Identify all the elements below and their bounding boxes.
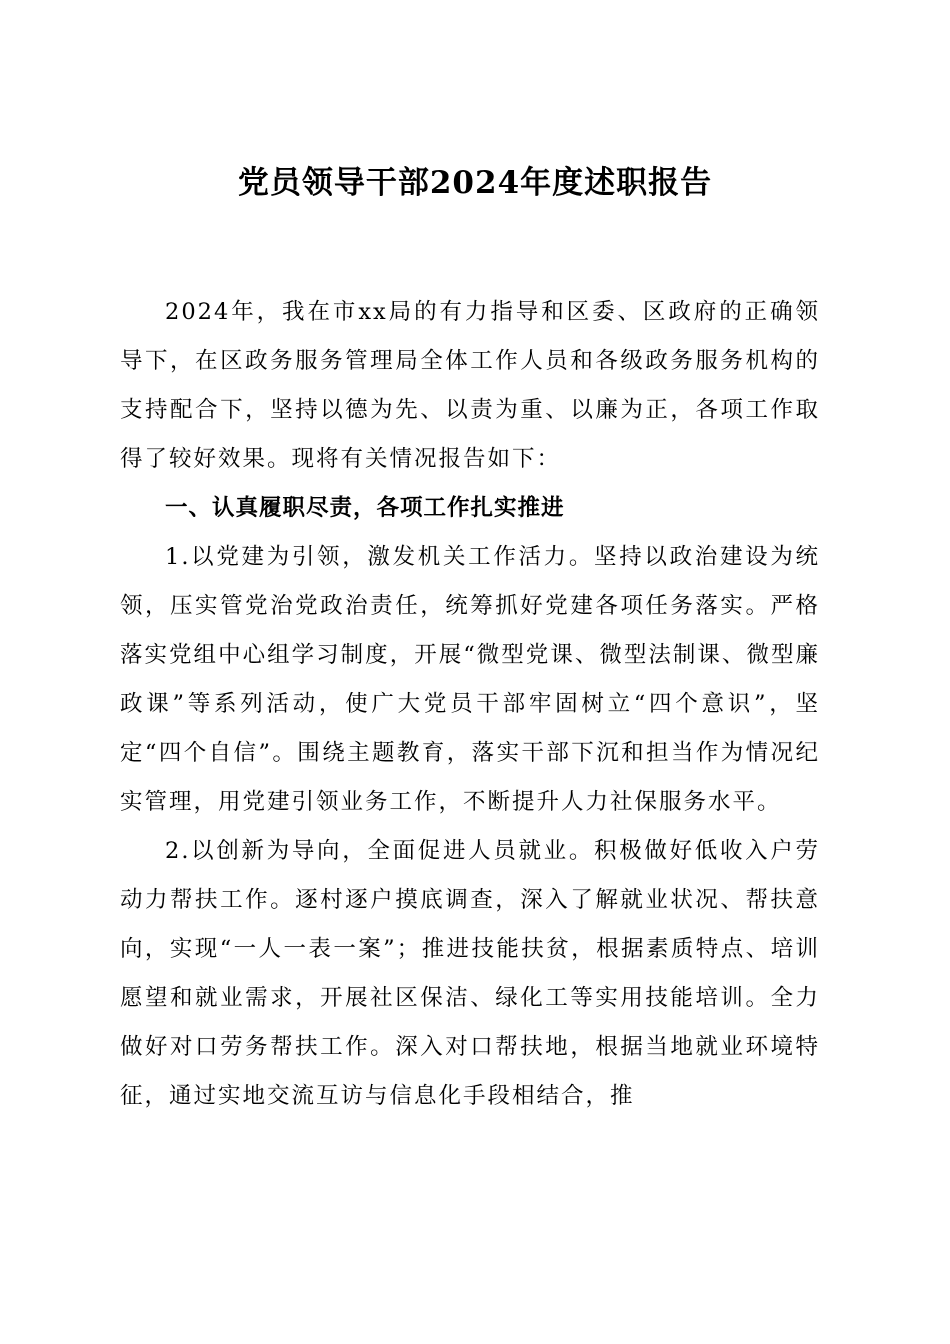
document-body — [120, 288, 820, 1121]
body-paragraph: 1.以党建为引领，激发机关工作活力。坚持以政治建设为统领，压实管党治党政治责任，统筹抓好党建各项任务落实。严格落实党组中心组学习制度，开展“微型党课、微型法制课、微型廉政课”等系列活动，使广大党员干部牢固树立“四个意识”，坚定“四个自信”。围绕主题教育，落实干部下沉和担当作为情况纪实管理，用党建引领业务工作，不断提升人力社保服务水平。 — [120, 544, 820, 815]
document-title: 党员领导干部2024年度述职报告 — [237, 165, 713, 201]
section-heading: 一、认真履职尽责，各项工作扎实推进 — [165, 495, 565, 521]
intro-paragraph: 2024年，我在市xx局的有力指导和区委、区政府的正确领导下，在区政务服务管理局全体工作人员和各级政务服务机构的支持配合下，坚持以德为先、以责为重、以廉为正，各项工作取得了较好效果。现将有关情况报告如下： — [120, 299, 820, 472]
body-paragraph: 2.以创新为导向，全面促进人员就业。积极做好低收入户劳动力帮扶工作。逐村逐户摸底调查，深入了解就业状况、帮扶意向，实现“一人一表一案”；推进技能扶贫，根据素质特点、培训愿望和就业需求，开展社区保洁、绿化工等实用技能培训。全力做好对口劳务帮扶工作。深入对口帮扶地，根据当地就业环境特征，通过实地交流互访与信息化手段相结合，推 — [120, 838, 820, 1109]
